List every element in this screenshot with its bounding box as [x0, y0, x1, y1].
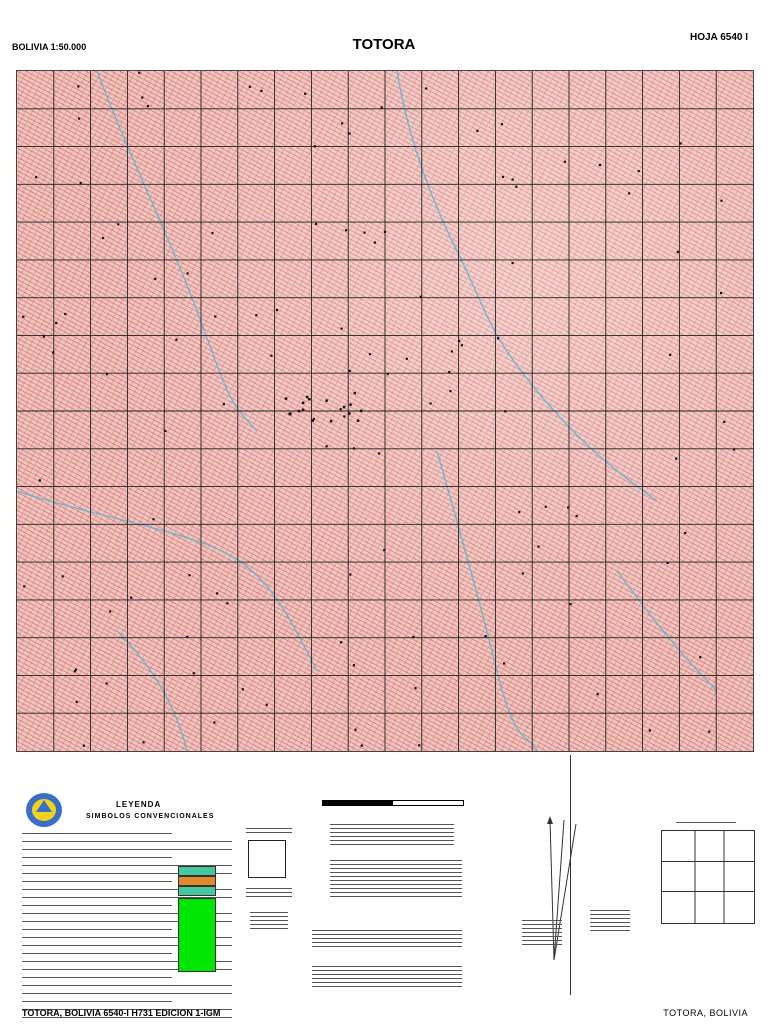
settlement-mark: [381, 106, 383, 108]
map-overlay: [17, 71, 753, 751]
settlement-mark: [74, 670, 76, 672]
settlement-mark: [260, 90, 262, 92]
igm-emblem-icon: [22, 790, 66, 830]
legend-row: [22, 844, 232, 850]
settlement-mark: [429, 402, 431, 404]
settlement-mark: [349, 573, 351, 575]
graphic-scale-bar: [322, 800, 464, 806]
settlement-mark: [345, 229, 347, 231]
settlement-mark: [147, 105, 149, 107]
datum-notes: [330, 860, 462, 900]
settlement-mark: [175, 339, 177, 341]
locator-box: [248, 840, 286, 878]
town-block: [302, 409, 305, 412]
footer-edition-label: TOTORA, BOLIVIA 6540-I H731 EDICION 1-IGM: [22, 1008, 221, 1018]
river-0: [97, 71, 257, 431]
declination-notes-2: [590, 910, 630, 932]
settlement-mark: [188, 574, 190, 576]
river-2: [17, 491, 317, 671]
settlement-mark: [383, 549, 385, 551]
settlement-mark: [23, 585, 25, 587]
settlement-mark: [374, 241, 376, 243]
settlement-mark: [138, 72, 140, 74]
legend-divider: [570, 755, 571, 995]
settlement-mark: [458, 340, 460, 342]
town-block: [357, 419, 360, 422]
settlement-mark: [501, 123, 503, 125]
settlement-mark: [349, 370, 351, 372]
settlement-mark: [78, 117, 80, 119]
settlement-mark: [484, 635, 486, 637]
legend-row: [22, 828, 172, 834]
town-block: [354, 392, 357, 395]
settlement-mark: [418, 744, 420, 746]
settlement-mark: [361, 745, 363, 747]
settlement-mark: [502, 176, 504, 178]
settlement-mark: [649, 729, 651, 731]
settlement-mark: [348, 132, 350, 134]
settlement-mark: [340, 641, 342, 643]
settlement-mark: [708, 731, 710, 733]
settlement-mark: [304, 93, 306, 95]
settlement-mark: [497, 337, 499, 339]
settlement-mark: [723, 421, 725, 423]
settlement-mark: [576, 515, 578, 517]
settlement-mark: [106, 682, 108, 684]
legend-panel: [16, 770, 752, 1000]
settlement-mark: [503, 662, 505, 664]
locator-diagram: [240, 828, 298, 940]
legend-row: [22, 972, 172, 978]
settlement-mark: [109, 610, 111, 612]
settlement-mark: [314, 145, 316, 147]
legend-row: [22, 980, 232, 986]
declination-notes: [522, 920, 562, 948]
settlement-mark: [35, 176, 37, 178]
town-block: [306, 396, 309, 399]
settlement-mark: [62, 575, 64, 577]
settlement-mark: [341, 122, 343, 124]
legend-row: [22, 924, 172, 930]
settlement-mark: [420, 296, 422, 298]
legend-swatch-teal-2: [178, 886, 216, 896]
settlement-mark: [353, 447, 355, 449]
town-block: [343, 406, 346, 409]
settlement-mark: [52, 351, 54, 353]
settlement-mark: [223, 403, 225, 405]
settlement-mark: [270, 355, 272, 357]
settlement-mark: [39, 479, 41, 481]
settlement-mark: [242, 688, 244, 690]
adjoining-sheets-index: [661, 830, 755, 924]
settlement-mark: [213, 721, 215, 723]
settlement-mark: [378, 452, 380, 454]
settlement-mark: [214, 315, 216, 317]
settlement-mark: [80, 182, 82, 184]
legend-row: [22, 900, 172, 906]
settlement-mark: [363, 232, 365, 234]
settlement-mark: [406, 358, 408, 360]
settlement-mark: [142, 741, 144, 743]
legend-row: [22, 996, 172, 1002]
settlement-mark: [255, 314, 257, 316]
footer-location-label: TOTORA, BOLIVIA: [663, 1008, 748, 1018]
settlement-mark: [537, 545, 539, 547]
settlement-mark: [720, 292, 722, 294]
legend-row: [22, 836, 232, 842]
town-block: [325, 399, 328, 402]
settlement-mark: [680, 142, 682, 144]
river-3: [437, 451, 537, 751]
settlement-mark: [266, 704, 268, 706]
river-1: [397, 71, 657, 501]
settlement-mark: [353, 664, 355, 666]
topographic-map: [16, 70, 754, 752]
settlement-mark: [511, 262, 513, 264]
settlement-mark: [699, 656, 701, 658]
settlement-mark: [226, 602, 228, 604]
settlement-mark: [76, 701, 78, 703]
settlement-mark: [669, 354, 671, 356]
settlement-mark: [733, 448, 735, 450]
town-block: [348, 412, 351, 415]
settlement-mark: [384, 231, 386, 233]
legend-subtitle: SIMBOLOS CONVENCIONALES: [86, 813, 215, 820]
settlement-mark: [596, 693, 598, 695]
settlement-mark: [315, 223, 317, 225]
settlement-mark: [425, 87, 427, 89]
legend-swatch-green: [178, 898, 216, 972]
settlement-mark: [476, 130, 478, 132]
credits-notes: [312, 966, 462, 990]
settlement-mark: [43, 336, 45, 338]
settlement-mark: [77, 85, 79, 87]
settlement-mark: [677, 251, 679, 253]
settlement-mark: [187, 272, 189, 274]
town-block: [360, 410, 363, 413]
settlement-mark: [106, 373, 108, 375]
settlement-mark: [412, 636, 414, 638]
settlement-mark: [216, 592, 218, 594]
settlement-mark: [249, 86, 251, 88]
settlement-mark: [599, 164, 601, 166]
town-block: [289, 412, 292, 415]
settlement-mark: [64, 313, 66, 315]
sheet-number: HOJA 6540 I: [690, 32, 748, 43]
settlement-mark: [515, 186, 517, 188]
settlement-mark: [387, 373, 389, 375]
legend-row: [22, 948, 172, 954]
publication-notes: [312, 930, 462, 950]
sheet-scale-label: BOLIVIA 1:50.000: [12, 42, 87, 52]
legend-row: [22, 988, 232, 994]
settlement-mark: [522, 572, 524, 574]
settlement-mark: [141, 96, 143, 98]
settlement-mark: [628, 192, 630, 194]
settlement-mark: [569, 603, 571, 605]
settlement-mark: [154, 278, 156, 280]
settlement-mark: [152, 518, 154, 520]
settlement-mark: [720, 200, 722, 202]
settlement-mark: [545, 506, 547, 508]
settlement-mark: [414, 687, 416, 689]
settlement-mark: [343, 415, 345, 417]
projection-notes: [330, 824, 454, 848]
settlement-mark: [449, 390, 451, 392]
settlement-mark: [512, 178, 514, 180]
legend-row: [22, 876, 172, 882]
settlement-mark: [186, 636, 188, 638]
settlement-mark: [369, 353, 371, 355]
settlement-mark: [164, 430, 166, 432]
town-block: [330, 420, 333, 423]
settlement-mark: [448, 371, 450, 373]
settlement-mark: [684, 532, 686, 534]
settlement-mark: [461, 344, 463, 346]
settlement-mark: [83, 745, 85, 747]
settlement-mark: [326, 445, 328, 447]
legend-title: LEYENDA: [116, 800, 162, 809]
settlement-mark: [638, 170, 640, 172]
town-block: [298, 410, 301, 413]
settlement-mark: [504, 410, 506, 412]
settlement-mark: [117, 223, 119, 225]
settlement-mark: [451, 350, 453, 352]
settlement-mark: [340, 408, 342, 410]
town-block: [308, 398, 311, 401]
settlement-mark: [55, 322, 57, 324]
town-block: [285, 397, 288, 400]
settlement-mark: [102, 237, 104, 239]
settlement-mark: [276, 309, 278, 311]
town-block: [302, 402, 305, 405]
settlement-mark: [341, 327, 343, 329]
settlement-mark: [354, 729, 356, 731]
legend-swatch-teal: [178, 866, 216, 876]
settlement-mark: [564, 161, 566, 163]
settlement-mark: [130, 597, 132, 599]
river-4: [617, 571, 717, 691]
settlement-mark: [22, 316, 24, 318]
map-title: TOTORA: [352, 36, 416, 53]
settlement-mark: [518, 511, 520, 513]
legend-row: [22, 852, 172, 858]
town-block: [349, 403, 352, 406]
settlement-mark: [567, 506, 569, 508]
settlement-mark: [675, 458, 677, 460]
settlement-mark: [211, 232, 213, 234]
legend-swatch-orange: [178, 876, 216, 886]
town-block: [311, 419, 314, 422]
settlement-mark: [193, 672, 195, 674]
settlement-mark: [666, 562, 668, 564]
